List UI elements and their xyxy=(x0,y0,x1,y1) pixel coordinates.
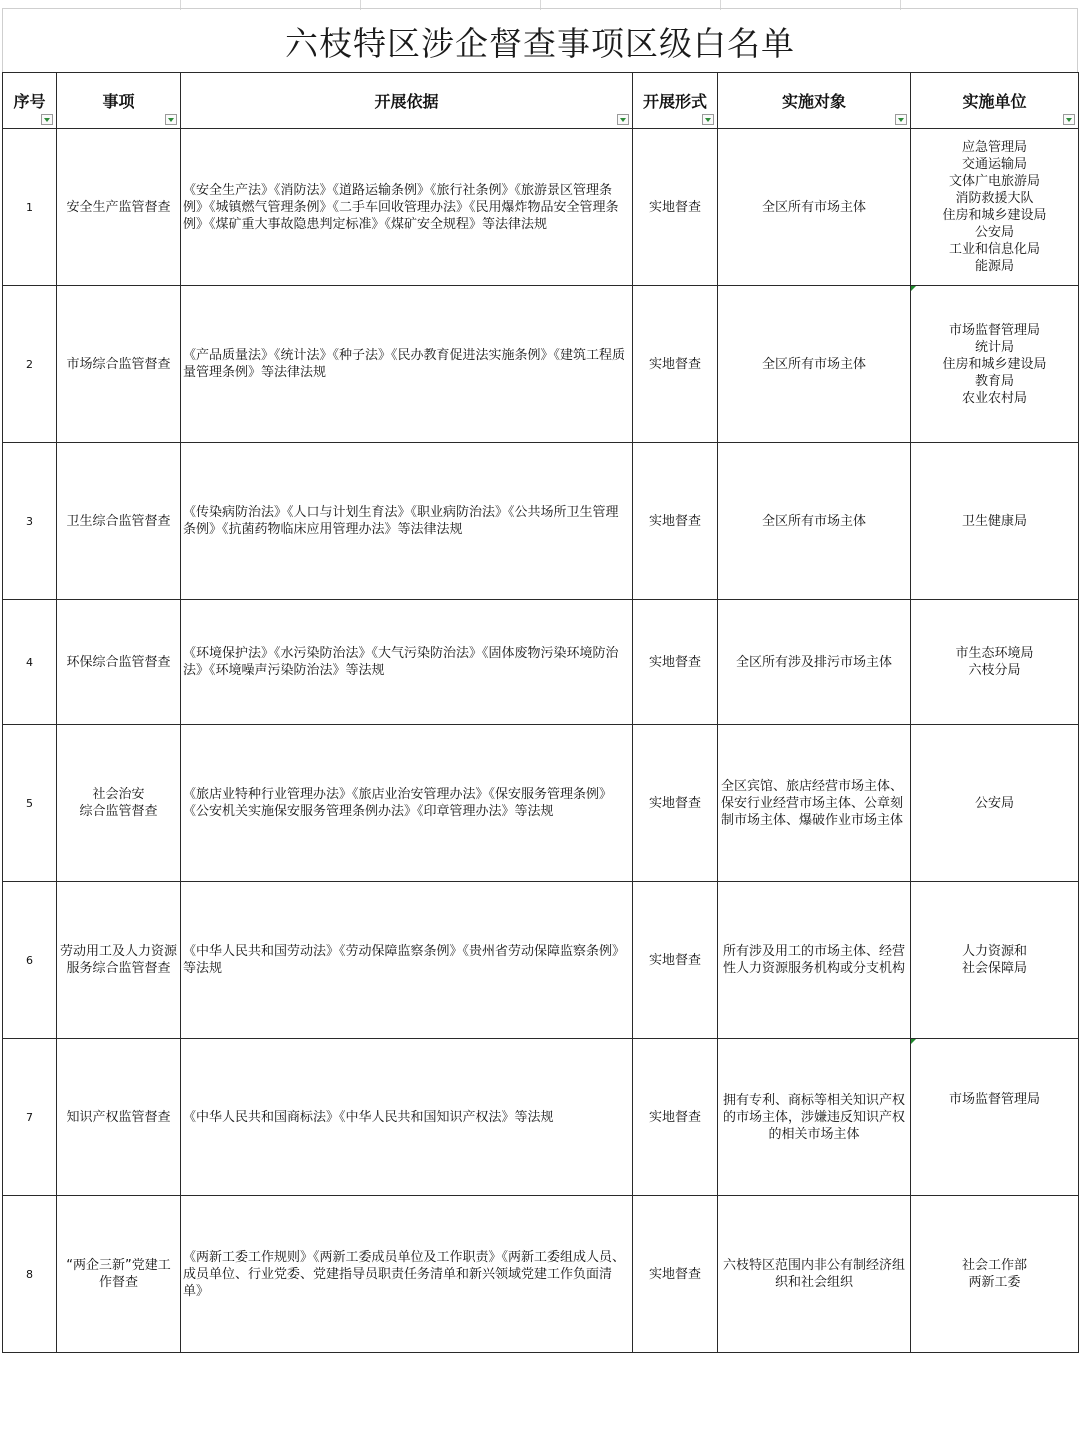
unit-line: 住房和城乡建设局 xyxy=(942,208,1047,223)
table-row xyxy=(3,129,1079,286)
cell-basis[interactable]: 《传染病防治法》《人口与计划生育法》《职业病防治法》《公共场所卫生管理条例》《抗菌药物临床应用管理办法》等法律法规 xyxy=(181,443,633,600)
table-row xyxy=(3,443,1079,600)
cell-text-line: 安全生产监管督查 xyxy=(66,199,171,215)
table-row xyxy=(3,725,1079,882)
cell-basis[interactable]: 《中华人民共和国劳动法》《劳动保障监察条例》《贵州省劳动保障监察条例》等法规 xyxy=(181,882,633,1039)
unit-line: 消防救援大队 xyxy=(955,191,1034,206)
cell-num[interactable]: 8 xyxy=(3,1196,57,1353)
filter-dropdown-icon[interactable] xyxy=(895,114,907,125)
header-cell-form[interactable] xyxy=(633,73,718,129)
unit-line: 两新工委 xyxy=(968,1275,1021,1290)
sheet-title-cell[interactable] xyxy=(2,8,1078,73)
cell-form[interactable]: 实地督查 xyxy=(633,1196,718,1353)
cell-basis[interactable]: 《环境保护法》《水污染防治法》《大气污染防治法》《固体废物污染环境防治法》《环境噪声污染防治法》等法规 xyxy=(181,600,633,725)
cell-target[interactable]: 所有涉及用工的市场主体、经营性人力资源服务机构或分支机构 xyxy=(718,882,911,1039)
header-label: 实施单位 xyxy=(962,92,1027,111)
cell-basis[interactable]: 《中华人民共和国商标法》《中华人民共和国知识产权法》等法规 xyxy=(181,1039,633,1196)
unit-line: 教育局 xyxy=(974,373,1014,389)
unit-line: 市生态环境局 xyxy=(955,646,1034,661)
unit-line: 市场监督管理局 xyxy=(948,1092,1040,1107)
cell-form[interactable]: 实地督查 xyxy=(633,286,718,443)
cell-unit[interactable] xyxy=(911,882,1079,1039)
unit-line: 卫生健康局 xyxy=(961,513,1027,529)
cell-unit[interactable] xyxy=(911,600,1079,725)
cell-form[interactable]: 实地督查 xyxy=(633,600,718,725)
table-row xyxy=(3,600,1079,725)
cell-form[interactable]: 实地督查 xyxy=(633,443,718,600)
cell-num[interactable]: 6 xyxy=(3,882,57,1039)
header-cell-unit[interactable] xyxy=(911,73,1079,129)
header-row xyxy=(3,73,1079,129)
header-cell-num[interactable] xyxy=(3,73,57,129)
unit-line: 农业农村局 xyxy=(961,390,1027,406)
unit-line: 公安局 xyxy=(974,225,1014,240)
cell-text-line: 市场综合监管督查 xyxy=(66,356,171,372)
cell-basis[interactable]: 《两新工委工作规则》《两新工委成员单位及工作职责》《两新工委组成人员、成员单位、行业党委、党建指导员职责任务清单和新兴领域党建工作负面清单》 xyxy=(181,1196,633,1353)
unit-line: 公安局 xyxy=(974,795,1014,811)
cell-form[interactable]: 实地督查 xyxy=(633,1039,718,1196)
header-label: 事项 xyxy=(102,92,135,111)
cell-item[interactable] xyxy=(57,600,181,725)
cell-text-line: 劳动用工及人力资源服务综合监管督查 xyxy=(60,944,178,976)
cell-num[interactable]: 4 xyxy=(3,600,57,725)
cell-item[interactable] xyxy=(57,129,181,286)
cell-num[interactable]: 1 xyxy=(3,129,57,286)
cell-item[interactable] xyxy=(57,1196,181,1353)
header-label: 实施对象 xyxy=(781,92,846,111)
header-label: 开展依据 xyxy=(374,92,439,111)
unit-line: 工业和信息化局 xyxy=(948,242,1040,257)
cell-text-line: “两企三新”党建工作督查 xyxy=(66,1258,171,1290)
cell-target[interactable]: 全区所有市场主体 xyxy=(718,443,911,600)
cell-item[interactable] xyxy=(57,882,181,1039)
cell-unit[interactable] xyxy=(911,1196,1079,1353)
header-cell-basis[interactable] xyxy=(181,73,633,129)
cell-target[interactable]: 拥有专利、商标等相关知识产权的市场主体，涉嫌违反知识产权的相关市场主体 xyxy=(718,1039,911,1196)
whitelist-table xyxy=(2,72,1079,1353)
unit-line: 交通运输局 xyxy=(961,157,1027,172)
cell-item[interactable] xyxy=(57,443,181,600)
unit-line: 文体广电旅游局 xyxy=(948,174,1040,189)
cell-item[interactable] xyxy=(57,286,181,443)
cell-target[interactable]: 六枝特区范围内非公有制经济组织和社会组织 xyxy=(718,1196,911,1353)
table-row xyxy=(3,286,1079,443)
page-title: 六枝特区涉企督查事项区级白名单 xyxy=(285,23,795,63)
cell-target[interactable]: 全区所有市场主体 xyxy=(718,286,911,443)
cell-target[interactable]: 全区所有涉及排污市场主体 xyxy=(718,600,911,725)
table-row xyxy=(3,1196,1079,1353)
cell-target[interactable]: 全区所有市场主体 xyxy=(718,129,911,286)
cell-comment-marker-icon xyxy=(911,1039,916,1044)
filter-dropdown-icon[interactable] xyxy=(1063,114,1075,125)
cell-num[interactable]: 7 xyxy=(3,1039,57,1196)
cell-basis[interactable]: 《旅店业特种行业管理办法》《旅店业治安管理办法》《保安服务管理条例》《公安机关实施保安服务管理条例办法》《印章管理办法》等法规 xyxy=(181,725,633,882)
cell-text-line: 环保综合监管督查 xyxy=(66,654,171,670)
header-cell-target[interactable] xyxy=(718,73,911,129)
cell-form[interactable]: 实地督查 xyxy=(633,129,718,286)
header-cell-item[interactable] xyxy=(57,73,181,129)
unit-line: 住房和城乡建设局 xyxy=(942,356,1047,372)
cell-unit[interactable] xyxy=(911,443,1079,600)
cell-item[interactable] xyxy=(57,1039,181,1196)
cell-basis[interactable]: 《安全生产法》《消防法》《道路运输条例》《旅行社条例》《旅游景区管理条例》《城镇燃气管理条例》《二手车回收管理办法》《民用爆炸物品安全管理条例》《煤矿重大事故隐患判定标准》《煤矿安全规程》等法律法规 xyxy=(181,129,633,286)
unit-line: 能源局 xyxy=(974,259,1014,274)
unit-line: 应急管理局 xyxy=(961,140,1027,155)
cell-text-line: 社会治安 xyxy=(92,787,145,802)
cell-text-line: 卫生综合监管督查 xyxy=(66,513,171,529)
filter-dropdown-icon[interactable] xyxy=(41,114,53,125)
cell-unit[interactable] xyxy=(911,1039,1079,1196)
unit-line: 统计局 xyxy=(974,339,1014,355)
cell-target[interactable]: 全区宾馆、旅店经营市场主体、保安行业经营市场主体、公章刻制市场主体、爆破作业市场主体 xyxy=(718,725,911,882)
cell-text-line: 知识产权监管督查 xyxy=(66,1109,171,1125)
cell-num[interactable]: 3 xyxy=(3,443,57,600)
cell-unit[interactable] xyxy=(911,129,1079,286)
cell-form[interactable]: 实地督查 xyxy=(633,882,718,1039)
cell-item[interactable] xyxy=(57,725,181,882)
cell-comment-marker-icon xyxy=(911,286,916,291)
header-label: 序号 xyxy=(13,92,46,111)
table-row xyxy=(3,882,1079,1039)
unit-line: 人力资源和 xyxy=(961,944,1027,959)
cell-text-line: 综合监管督查 xyxy=(79,804,158,819)
filter-dropdown-icon[interactable] xyxy=(165,114,177,125)
unit-line: 市场监督管理局 xyxy=(948,322,1040,338)
unit-line: 社会保障局 xyxy=(961,961,1027,976)
cell-form[interactable]: 实地督查 xyxy=(633,725,718,882)
cell-unit[interactable] xyxy=(911,286,1079,443)
unit-line: 六枝分局 xyxy=(968,663,1021,678)
filter-dropdown-icon[interactable] xyxy=(702,114,714,125)
filter-dropdown-icon[interactable] xyxy=(617,114,629,125)
cell-num[interactable]: 5 xyxy=(3,725,57,882)
cell-basis[interactable]: 《产品质量法》《统计法》《种子法》《民办教育促进法实施条例》《建筑工程质量管理条例》等法律法规 xyxy=(181,286,633,443)
unit-line: 社会工作部 xyxy=(961,1258,1027,1273)
table-row xyxy=(3,1039,1079,1196)
cell-num[interactable]: 2 xyxy=(3,286,57,443)
cell-unit[interactable] xyxy=(911,725,1079,882)
header-label: 开展形式 xyxy=(642,92,707,111)
